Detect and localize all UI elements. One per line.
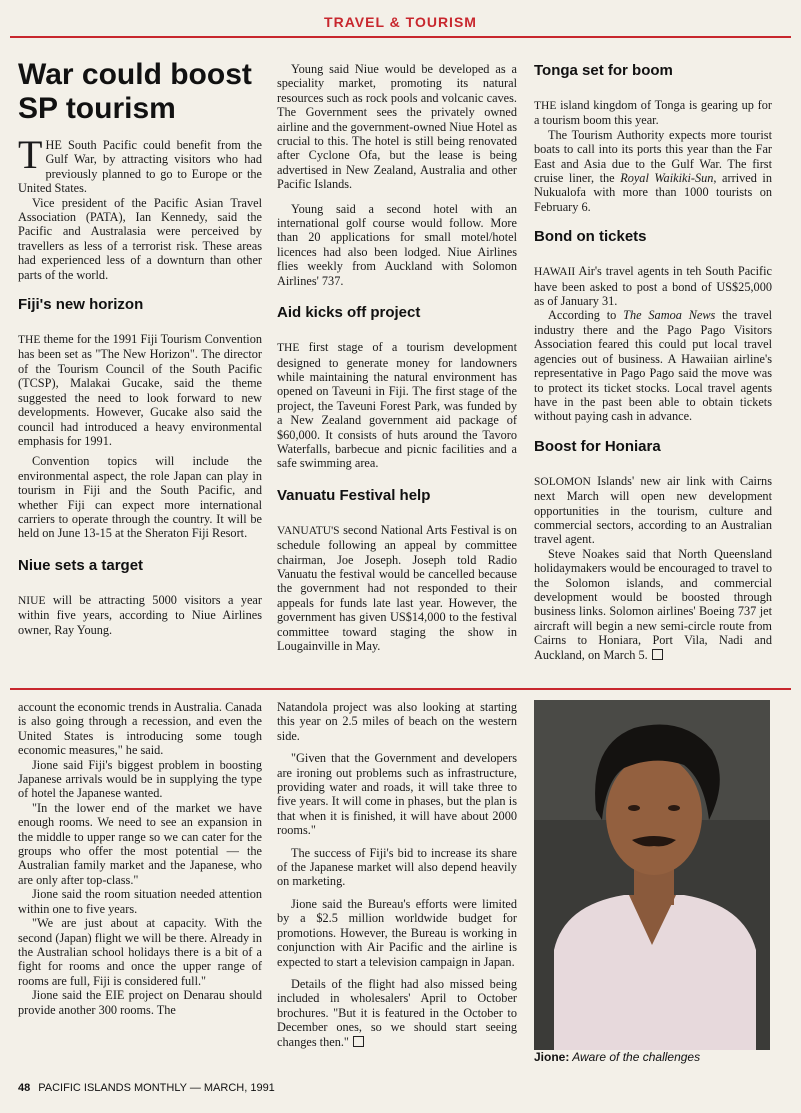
paragraph-text: island kingdom of Tonga is gearing up for a tourism boom this year. — [534, 98, 772, 128]
drop-cap: T — [18, 132, 43, 177]
paragraph — [534, 128, 772, 214]
subhead-vanuatu: Vanuatu Festival help — [277, 486, 431, 504]
portrait-photo — [534, 700, 770, 1050]
lead-paragraph — [18, 132, 262, 196]
paragraph-text: , arrived in Nukualofa with more than 1000 tourists on February 6. — [534, 171, 772, 214]
paragraph-text: will be attracting 5000 visitors a year within five years, according to Niue Airlines owner, Ray Young. — [18, 592, 262, 637]
page-footer — [18, 1082, 275, 1094]
paragraph — [277, 977, 517, 1049]
lead-caps: SOLOMON — [534, 475, 591, 488]
subhead-honiara: Boost for Honiara — [534, 437, 661, 455]
paragraph — [277, 523, 517, 654]
paragraph: account the economic trends in Australia. Canada is also going through a recession, and even the United States is introducing some tough economic measures," he said. — [18, 700, 262, 758]
top-rule — [10, 36, 791, 38]
paragraph: Convention topics will include the environmental aspect, the role Japan can play in tourism in Fiji and the South Pacific, and whether Fiji can expect more international carriers to operate through the country. It will be held on June 13-15 at the Sheraton Fiji Resort. — [18, 454, 262, 541]
paragraph — [534, 264, 772, 308]
paragraph — [534, 474, 772, 547]
lower-column-2 — [277, 700, 517, 1049]
paragraph-text: The Tourism Authority expects more tourist boats to call into its ports this year than the Far East and Asia due to the Gulf War. The first cruise liner, the — [534, 127, 772, 186]
subhead-niue: Niue sets a target — [18, 556, 144, 574]
lead-text: HE South Pacific could benefit from the Gulf War, by attracting visitors who had previously planned to go to Europe or the United States. — [18, 138, 262, 196]
paragraph-text: Details of the flight had also missed being included in wholesalers' April to October brochures. "But it is featured in the October to December ones, so we should start seeing changes then." — [277, 976, 517, 1049]
paragraph: Jione said the EIE project on Denarau should provide another 300 rooms. The — [18, 988, 262, 1017]
ship-name: Royal Waikiki-Sun — [620, 171, 714, 186]
end-mark-icon — [353, 1036, 364, 1047]
paragraph: Jione said Fiji's biggest problem in boosting Japanese arrivals would be in supplying the type of hotel the Japanese wanted. — [18, 757, 262, 801]
publication-line: PACIFIC ISLANDS MONTHLY — MARCH, 1991 — [38, 1082, 275, 1094]
lead-caps: THE — [277, 342, 300, 355]
subhead-tonga: Tonga set for boom — [534, 62, 673, 79]
subhead-aid: Aid kicks off project — [277, 304, 421, 322]
paragraph-text: theme for the 1991 Fiji Tourism Convention has been set as "The New Horizon". The director of the Tourism Council of the South Pacific (TCSP), Malakai Gucake, said the theme suggested the need to look forward to new developments. However, Gucake also said the council had introduced a heavy environmental emphasis for 1991. — [18, 332, 262, 448]
paragraph — [534, 98, 772, 128]
paragraph — [534, 308, 772, 423]
headline-line-1: War could boost — [18, 58, 252, 91]
paragraph — [277, 340, 517, 471]
paragraph-text: Steve Noakes said that North Queensland holidaymakers would be encouraged to travel to the Solomon islands, and commercial development would be boosted through business links. Solomon airlines' Boeing 737 jet aircraft will begin a new semi-circle route from Cairns to Honiara, Port Vila, Nadi and Auckland, on March 5. — [534, 546, 772, 662]
column-2 — [277, 62, 517, 653]
paragraph-text: Air's travel agents in teh South Pacific have been asked to post a bond of US$25,000 as of January 31. — [534, 264, 772, 309]
paragraph-text: the travel industry there and the Pago Pago Visitors Association feared this could put local travel agencies out of business. A Hawaiian airline's representative in Pago Pago said the move was to protect its ticket stocks. Local travel agents have in the past been able to obtain tickets without paying cash in advance. — [534, 308, 773, 424]
mid-rule — [10, 688, 791, 690]
paragraph-text: second National Arts Festival is on schedule following an appeal by committee chairman, Joe Joseph. Joseph told Radio Vanuatu the festival would be cancelled because the government had not responded to their appeals for funds late last year. However, the government has given US$14,000 to the festival committee toward staging the show in Lougainville in May. — [277, 522, 517, 653]
photo-caption — [534, 1050, 774, 1064]
paragraph-text: According to — [548, 308, 624, 323]
paragraph: Jione said the room situation needed attention within one to five years. — [18, 887, 262, 916]
paragraph: The success of Fiji's bid to increase its share of the Japanese market will also depend heavily on marketing. — [277, 845, 517, 889]
section-label: TRAVEL & TOURISM — [324, 14, 477, 30]
paragraph — [534, 547, 772, 662]
lead-caps: VANUATU'S — [277, 524, 340, 537]
lower-column-1 — [18, 700, 262, 1017]
paragraph: Natandola project was also looking at starting this year on 2.5 miles of beach on the western side. — [277, 700, 517, 743]
paragraph-text: Islands' new air link with Cairns next March will open new development opportunities in the tourism, culture and commercial sectors, according to an Australian travel agent. — [534, 473, 772, 547]
lead-caps: HAWAII — [534, 266, 576, 279]
paragraph: "We are just about at capacity. With the second (Japan) flight we will be there. Already in the Australian school holidays there is a bit of a fight for rooms and once the upper range of rooms are full, Fiji is considered full." — [18, 916, 262, 988]
paragraph: Vice president of the Pacific Asian Travel Association (PATA), Ian Kennedy, said the Pacific and Australasia were perceived by travellers as less of a terrorist risk. These areas had experienced less of a downturn than other parts of the world. — [18, 195, 262, 282]
paragraph: "Given that the Government and developers are ironing out problems such as infrastructure, providing water and roads, it will take three to five years. It will come in phases, but the plan is that when it is finished, it will have about 2000 rooms." — [277, 751, 517, 838]
subhead-fiji: Fiji's new horizon — [18, 296, 144, 314]
end-mark-icon — [652, 649, 663, 660]
lead-caps: THE — [534, 100, 557, 112]
newspaper-name: The Samoa News — [623, 308, 716, 323]
paragraph: Young said Niue would be developed as a speciality market, promoting its natural resources such as rock pools and volcanic caves. The Government sees the privately owned airline and the government-owned Niue Hotel as crucial to this. The hotel is still being renovated after Cyclone Ofa, but the lease is being advertised in New Zealand, Australia and other Pacific Islands. — [277, 62, 517, 192]
page-number: 48 — [18, 1082, 31, 1094]
column-3 — [534, 62, 772, 662]
paragraph: Jione said the Bureau's efforts were limited by a $2.5 million worldwide budget for promotions. However, the Bureau is working in conjunction with Air Pacific and the airline is expected to start a television campaign in Japan. — [277, 896, 517, 969]
paragraph — [18, 593, 262, 637]
paragraph — [18, 332, 262, 448]
lead-caps: NIUE — [18, 594, 46, 607]
portrait-illustration — [534, 700, 770, 1050]
caption-name: Jione: — [534, 1050, 570, 1064]
paragraph-text: first stage of a tourism development designed to generate money for landowners while maintaining the natural environment has opened on Taveuni in Fiji. The first stage of the project, the Taveuni Forest Park, was funded by a New Zealand government aid package of $60,000. It consists of huts around the Tavoro Waterfalls, barbecue and picnic facilities and a safe swimming area. — [277, 340, 517, 471]
paragraph: Young said a second hotel with an international golf course would follow. More than 20 applications for small motel/hotel licences had also been lodged. Niue Airlines flies weekly from Auckland with Solomon Airlines' 737. — [277, 201, 517, 288]
headline-line-2: SP tourism — [18, 92, 176, 125]
paragraph: "In the lower end of the market we have enough rooms. We need to see an expansion in the middle to upper range so we can cater for the groups who offer the most potential — the Australian family market and the Japanese, who are only after top-class." — [18, 800, 262, 887]
main-headline — [18, 58, 262, 126]
lead-caps: THE — [18, 334, 41, 347]
subhead-bond: Bond on tickets — [534, 228, 647, 246]
column-1 — [18, 58, 262, 637]
caption-text: Aware of the challenges — [569, 1050, 701, 1064]
